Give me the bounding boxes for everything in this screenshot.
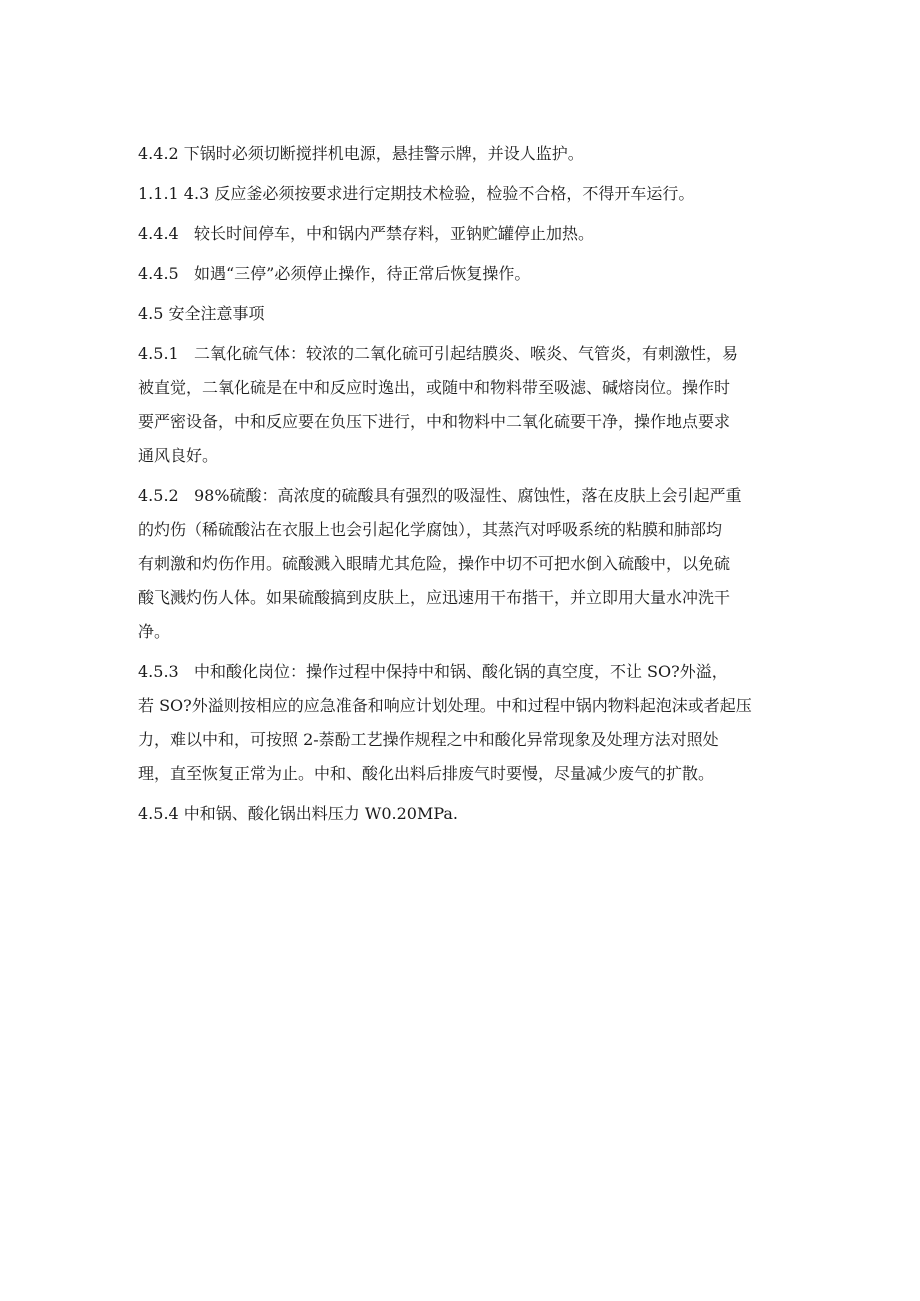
paragraph-4-5-4 [138, 797, 788, 831]
section-heading-4-5 [138, 297, 788, 331]
text-line: 1.1.1 4.3 反应釜必须按要求进行定期技术检验，检验不合格，不得开车运行。 [138, 184, 695, 203]
text-line: 4.4.4 较长时间停车，中和锅内严禁存料，亚钠贮罐停止加热。 [138, 224, 594, 243]
paragraph-1-1-1 [138, 177, 788, 211]
paragraph-4-5-2 [138, 479, 788, 649]
text-line: 净。 [138, 622, 171, 641]
text-line: 被直觉，二氧化硫是在中和反应时逸出，或随中和物料带至吸滤、碱熔岗位。操作时 [138, 378, 731, 397]
paragraph-4-5-1 [138, 337, 788, 473]
text-line: 力，难以中和，可按照 2-萘酚工艺操作规程之中和酸化异常现象及处理方法对照处 [138, 730, 719, 749]
paragraph-4-5-3 [138, 655, 788, 791]
text-line: 酸飞溅灼伤人体。如果硫酸搞到皮肤上，应迅速用干布揩干，并立即用大量水冲洗干 [138, 588, 731, 607]
text-line: 4.4.5 如遇“三停”必须停止操作，待正常后恢复操作。 [138, 264, 531, 283]
text-line: 理，直至恢复正常为止。中和、酸化出料后排废气时要慢，尽量减少废气的扩散。 [138, 764, 715, 783]
document-body [138, 137, 788, 831]
text-line: 要严密设备，中和反应要在负压下进行，中和物料中二氧化硫要干净，操作地点要求 [138, 412, 731, 431]
text-line: 通风良好。 [138, 446, 219, 465]
text-line: 若 SO?外溢则按相应的应急准备和响应计划处理。中和过程中锅内物料起泡沫或者起压 [138, 696, 752, 715]
text-line: 4.5.1 二氧化硫气体：较浓的二氧化硫可引起结膜炎、喉炎、气管炎，有刺激性，易 [138, 344, 738, 363]
text-line: 的灼伤（稀硫酸沾在衣服上也会引起化学腐蚀），其蒸汽对呼吸系统的粘膜和肺部均 [138, 520, 723, 539]
text-line: 有刺激和灼伤作用。硫酸溅入眼睛尤其危险，操作中切不可把水倒入硫酸中，以免硫 [138, 554, 731, 573]
paragraph-4-4-4 [138, 217, 788, 251]
text-line: 4.4.2 下锅时必须切断搅拌机电源，悬挂警示牌，并设人监护。 [138, 144, 584, 163]
text-line: 4.5.2 98%硫酸：高浓度的硫酸具有强烈的吸湿性、腐蚀性，落在皮肤上会引起严重 [138, 486, 742, 505]
text-line: 4.5.4 中和锅、酸化锅出料压力 W0.20MPa. [138, 804, 459, 823]
section-heading: 4.5 安全注意事项 [138, 304, 265, 323]
paragraph-4-4-5 [138, 257, 788, 291]
paragraph-4-4-2 [138, 137, 788, 171]
text-line: 4.5.3 中和酸化岗位：操作过程中保持中和锅、酸化锅的真空度，不让 SO?外溢， [138, 662, 728, 681]
